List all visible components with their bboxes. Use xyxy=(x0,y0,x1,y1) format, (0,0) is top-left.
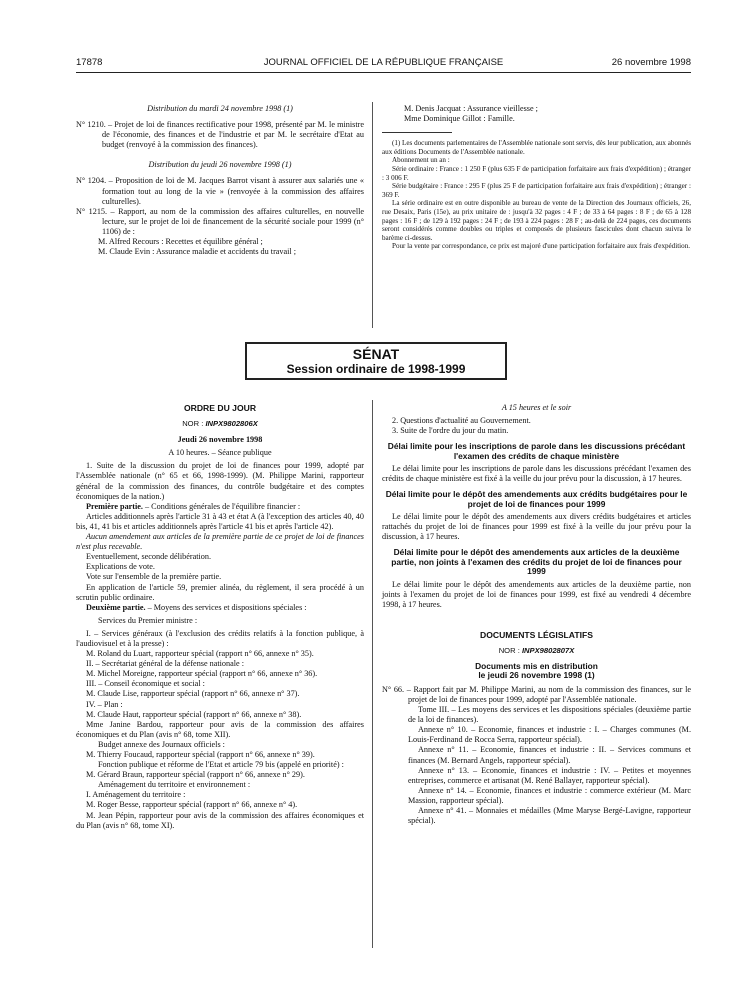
footnote-subscription: Abonnement un an : xyxy=(392,156,450,165)
senat-title: SÉNAT xyxy=(352,346,400,362)
column-divider-bottom xyxy=(372,400,373,948)
agenda-item-1: 1. Suite de la discussion du projet de loi de finances pour 1999, adopté par l'Assemblée nationale (n° 65 et 66, 1998-1999). (M. Philippe Marini, rapporteur général de la commission des finances, du contrôle budgétaire et des comptes économiques de la nation.) xyxy=(76,461,364,501)
nor-reference: NOR : INPX9802806X xyxy=(182,419,258,429)
nor-reference-docs: NOR : INPX9802807X xyxy=(498,645,575,655)
services-generaux: I. – Services généraux (à l'exclusion des crédits relatifs à la fonction publique, à l'audiovisuel et à la presse) : xyxy=(76,628,364,648)
doc-1215: N° 1215. – Rapport, au nom de la commission des affaires culturelles, en nouvelle lecture, sur le projet de loi de financement de la sécurité sociale pour 1999 (n° 1106) de : xyxy=(76,206,364,236)
conseil-economique: III. – Conseil économique et social : xyxy=(86,679,205,689)
rapporteur-braun: M. Gérard Braun, rapporteur spécial (rapport n° 66, annexe n° 29). xyxy=(86,770,305,780)
rapporteur-moreigne: M. Michel Moreigne, rapporteur spécial (rapport n° 66, annexe n° 36). xyxy=(86,669,318,679)
rapporteur-jacquat: M. Denis Jacquat : Assurance vieillesse ; xyxy=(404,104,538,113)
deadline-heading-articles: Délai limite pour le dépôt des amendements aux articles de la deuxième partie, non joints à l'examen des crédits du projet de loi de finances pour 1999 xyxy=(391,547,682,577)
footnote-serie-ordinaire: Série ordinaire : France : 1 250 F (plus 635 F de participation forfaitaire aux frais d'expédition) ; étranger : 3 006 F. xyxy=(382,164,691,182)
first-part: Première partie. – Conditions générales de l'équilibre financier : xyxy=(86,501,301,511)
page-number: 17878 xyxy=(76,57,103,68)
amenagement-territoire: I. Aménagement du territoire : xyxy=(86,790,186,800)
top-right-column xyxy=(382,104,691,251)
footnote-serie-budgetaire: Série budgétaire : France : 295 F (plus 25 F de participation forfaitaire aux frais d'expédition) ; étranger : 369 F. xyxy=(382,182,691,199)
session-day: Jeudi 26 novembre 1998 xyxy=(177,435,263,445)
top-left-column xyxy=(76,104,364,257)
footnote-rule xyxy=(382,132,452,133)
no-amendment-notice: Aucun amendement aux articles de la première partie de ce projet de loi de finances n'est plus recevable. xyxy=(76,532,364,552)
distribution-heading-line1: Documents mis en distribution xyxy=(475,661,598,672)
bottom-right-column xyxy=(382,403,691,826)
doc-66-tome-iii: Tome III. – Les moyens des services et les dispositions spéciales (deuxième partie de la loi de finances). xyxy=(408,705,691,725)
doc-66: N° 66. – Rapport fait par M. Philippe Marini, au nom de la commission des finances, sur le projet de loi de finances pour 1999, adopté par l'Assemblée nationale. xyxy=(382,684,691,704)
agenda-item-3: 3. Suite de l'ordre du jour du matin. xyxy=(392,426,509,436)
rapporteur-pepin: M. Jean Pépin, rapporteur pour avis de la commission des affaires économiques et du Plan (avis n° 68, tome XI). xyxy=(76,810,364,830)
rapporteur-gillot: Mme Dominique Gillot : Famille. xyxy=(404,114,515,124)
afternoon-session: A 15 heures et le soir xyxy=(501,403,572,412)
page-header xyxy=(76,57,691,71)
amenagement-territoire-env: Aménagement du territoire et environnement : xyxy=(98,780,251,790)
rapporteur-du-luart: M. Roland du Luart, rapporteur spécial (rapport n° 66, annexe n° 35). xyxy=(86,649,314,659)
senat-session: Session ordinaire de 1998-1999 xyxy=(286,362,466,376)
rapporteur-besse: M. Roger Besse, rapporteur spécial (rapport n° 66, annexe n° 4). xyxy=(86,800,298,810)
deadline-heading-speakers: Délai limite pour les inscriptions de parole dans les discussions précédant l'examen des crédits de chaque ministère xyxy=(387,441,686,461)
distribution-heading-1: Distribution du mardi 24 novembre 1998 (1) xyxy=(147,104,293,113)
journal-title: JOURNAL OFFICIEL DE LA RÉPUBLIQUE FRANÇAISE xyxy=(263,57,504,68)
deadline-heading-credits: Délai limite pour le dépôt des amendements aux crédits budgétaires pour le projet de loi de finances pour 1999 xyxy=(385,489,688,509)
fonction-publique: Fonction publique et réforme de l'Etat et article 79 bis (appelé en priorité) : xyxy=(98,760,344,770)
second-part: Deuxième partie. – Moyens des services et dispositions spéciales : xyxy=(86,602,307,612)
ordre-du-jour-heading: ORDRE DU JOUR xyxy=(183,403,257,413)
deadline-text-speakers: Le délai limite pour les inscriptions de parole dans les discussions précédant l'examen des crédits de chaque ministère est fixé à la veille du jour prévu pour la discussion, à 17 heures. xyxy=(382,464,691,484)
footnote-sale-prices: La série ordinaire est en outre disponible au bureau de vente de la Direction des Journaux officiels, 26, rue Desaix, Paris (15e), au prix unitaire de : jusqu'à 32 pages : 4 F ; de 33 à 64 pages : 8 F ; de 65 à 128 pages : 16 F ; de 129 à 192 pages : 24 F ; de 193 à 224 pages : 28 F ; au-delà de 224 pages, ces documents seront considérés comme doubles ou triples et composés de plusieurs fascicules dont chacun suivra le barème ci-dessus. xyxy=(382,199,691,242)
morning-session: A 10 heures. – Séance publique xyxy=(168,448,272,458)
bottom-left-column xyxy=(76,403,364,831)
first-part-articles: Articles additionnels après l'article 31 à 43 et état A (à l'exception des articles 40, 40 bis, 41, 41 bis et articles additionnels après l'article 41 bis et après l'article 42). xyxy=(76,511,364,531)
public-ballot: En application de l'article 59, premier alinéa, du règlement, il sera procédé à un scrutin public ordinaire. xyxy=(76,582,364,602)
budget-annexe-jo: Budget annexe des Journaux officiels : xyxy=(98,739,225,749)
doc-1215-rapporteur-a: M. Alfred Recours : Recettes et équilibre général ; xyxy=(98,237,263,247)
second-deliberation: Eventuellement, seconde délibération. xyxy=(86,552,212,562)
doc-1215-rapporteur-b: M. Claude Evin : Assurance maladie et accidents du travail ; xyxy=(98,247,297,257)
sgdn: II. – Secrétariat général de la défense nationale : xyxy=(86,659,244,669)
rapporteur-lise: M. Claude Lise, rapporteur spécial (rapport n° 66, annexe n° 37). xyxy=(86,689,300,699)
doc-66-annexe-11: Annexe n° 11. – Economie, finances et industrie : II. – Services communs et finances (M. Bernard Angels, rapporteur spécial). xyxy=(408,745,691,765)
footnote-1: (1) Les documents parlementaires de l'Assemblée nationale sont servis, dès leur publication, aux abonnés aux éditions Documents de l'Assemblée nationale. xyxy=(382,139,691,156)
plan: IV. – Plan : xyxy=(86,699,123,709)
deadline-text-articles: Le délai limite pour le dépôt des amendements aux articles de la deuxième partie, non joints à l'examen du projet de loi de finances pour 1999, est fixé au vendredi 4 décembre 1998, à 17 heures. xyxy=(382,579,691,609)
services-premier-ministre: Services du Premier ministre : xyxy=(98,615,198,625)
rapporteur-haut: M. Claude Haut, rapporteur spécial (rapport n° 66, annexe n° 38). xyxy=(86,709,302,719)
distribution-heading-line2: le jeudi 26 novembre 1998 (1) xyxy=(478,670,595,681)
rapporteur-foucaud: M. Thierry Foucaud, rapporteur spécial (rapport n° 66, annexe n° 39). xyxy=(86,750,315,759)
doc-66-annexe-41: Annexe n° 41. – Monnaies et médailles (Mme Maryse Bergé-Lavigne, rapporteur spécial). xyxy=(408,806,691,826)
footnote-mail-order: Pour la vente par correspondance, ce prix est majoré d'une participation forfaitaire aux frais d'expédition. xyxy=(392,242,691,251)
distribution-heading-2: Distribution du jeudi 26 novembre 1998 (1) xyxy=(148,160,292,170)
header-rule xyxy=(76,72,691,73)
doc-66-annexe-14: Annexe n° 14. – Economie, finances et industrie : commerce extérieur (M. Marc Massion, rapporteur spécial). xyxy=(408,785,691,805)
column-divider-top xyxy=(372,102,373,328)
doc-1204: N° 1204. – Proposition de loi de M. Jacques Barrot visant à assurer aux salariés une « formation tout au long de la vie » (renvoyée à la commission des affaires culturelles). xyxy=(76,176,364,206)
doc-66-annexe-10: Annexe n° 10. – Economie, finances et industrie : I. – Charges communes (M. Louis-Ferdinand de Rocca Serra, rapporteur spécial). xyxy=(408,725,691,745)
header-date: 26 novembre 1998 xyxy=(611,57,691,68)
rapporteur-bardou: Mme Janine Bardou, rapporteur pour avis de la commission des affaires économiques et du Plan (avis n° 68, tome XII). xyxy=(76,719,364,739)
first-part-vote: Vote sur l'ensemble de la première partie. xyxy=(86,572,222,582)
senat-title-box xyxy=(245,342,507,380)
vote-explanations: Explications de vote. xyxy=(86,562,155,572)
doc-1210: N° 1210. – Projet de loi de finances rectificative pour 1998, présenté par M. le ministre de l'économie, des finances et de l'industrie et par M. le secrétaire d'Etat au budget (renvoyé à la commission des finances). xyxy=(76,120,364,150)
doc-66-annexe-13: Annexe n° 13. – Economie, finances et industrie : IV. – Petites et moyennes entreprises, commerce et artisanat (M. René Ballayer, rapporteur spécial). xyxy=(408,765,691,785)
deadline-text-credits: Le délai limite pour le dépôt des amendements aux divers crédits budgétaires et articles rattachés du projet de loi de finances pour 1999 est fixé à la veille du jour prévu pour la discussion, à 17 heures. xyxy=(382,512,691,542)
documents-legislatifs-heading: DOCUMENTS LÉGISLATIFS xyxy=(480,629,593,640)
agenda-item-2: 2. Questions d'actualité au Gouvernement. xyxy=(392,416,531,426)
